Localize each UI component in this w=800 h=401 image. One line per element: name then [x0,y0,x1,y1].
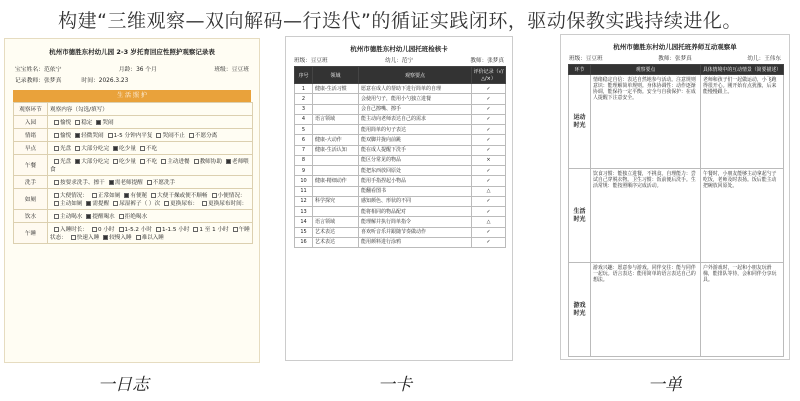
option-label: 1 至 1 小时 [199,227,229,233]
table-row [295,227,506,237]
row-point: 会使用勺子，能用小勺独立进餐 [359,94,472,104]
row-mark: × [472,155,506,165]
row-label: 入园 [14,116,48,129]
row-mark: ✓ [472,176,506,186]
row-domain [313,155,359,165]
row-number: 4 [295,114,313,124]
option-label: 1-1.5 小时 [161,227,190,233]
table-row [14,116,253,129]
column-header: 具体情境中的互动情景（简要描述） [701,65,784,75]
option-label: 大便情况： [60,193,88,199]
row-options [48,176,253,189]
row-number: 6 [295,135,313,145]
checkbox-icon[interactable] [140,146,145,151]
table-row [569,169,784,263]
option-label: 1-5.2 小时 [124,227,152,233]
row-description: 老师和孩子们一起做运动，小飞跑得很开心。刚开始有点犹豫，后来能慢慢跟上。 [701,75,784,169]
checkbox-icon[interactable] [156,227,161,232]
table-row [14,223,253,244]
option-label: 午睡状态： [50,227,250,241]
option-label: 不愿分离 [194,133,218,139]
option-label: 哭闹 [102,120,114,126]
row-label: 如厕 [14,189,48,210]
row-mark: ✓ [472,237,506,247]
row-mark: ✓ [472,125,506,135]
row-mark: ✓ [472,145,506,155]
row-point: 能用手指捏起小物品 [359,176,472,186]
row-number: 7 [295,145,313,155]
option-label: 拒绝喝水 [124,214,148,220]
checked-box-icon[interactable] [113,146,118,151]
caption-diary: 一日志 [98,375,149,395]
slide-title: 构建“三维观察—双向解码—行迭代”的循证实践闭环，驱动保教实践持续进化。 [58,10,742,32]
table-row [14,176,253,189]
checkbox-icon[interactable] [54,214,59,219]
option-label: 按要求洗手、擦干 [60,180,105,186]
checkbox-icon[interactable] [75,120,80,125]
row-domain [313,207,359,217]
checkbox-icon[interactable] [71,235,76,240]
table-row [295,155,506,165]
option-label: 小便情况： [217,193,246,199]
record-date: 时间：2026.3.23 [81,78,129,84]
option-label: 大部分吃完 [81,146,110,152]
checkbox-icon[interactable] [54,180,59,185]
checklist-card [285,36,513,361]
table-row [295,196,506,206]
row-domain [313,166,359,176]
row-label: 饮水 [14,210,48,223]
child-age: 月龄：36 个月 [118,67,157,73]
row-domain [313,125,359,135]
checkbox-icon[interactable] [156,133,161,138]
table-row [569,263,784,357]
diary-info-2 [5,75,259,84]
row-number: 13 [295,207,313,217]
column-header: 领域 [313,67,359,84]
checkbox-icon[interactable] [92,227,97,232]
option-label: 愉悦 [60,120,72,126]
checkbox-icon[interactable] [113,159,118,164]
row-options [48,116,253,129]
checked-box-icon[interactable] [75,159,80,164]
row-domain: 语言领域 [313,114,359,124]
checked-box-icon[interactable] [96,120,101,125]
row-number: 14 [295,217,313,227]
row-options [48,129,253,142]
row-point: 能区分常见的物品 [359,155,472,165]
option-label: 稳定 [81,120,93,126]
option-label: 哭闹不止 [162,133,185,139]
option-label: 光盘 [60,146,72,152]
table-row [295,217,506,227]
row-domain [313,104,359,114]
row-description: 午餐时，小朋友能够主动拿起勺子吃饭，老师及时表扬。饭后能主动把碗放回原处。 [701,169,784,263]
row-number: 9 [295,166,313,176]
row-number: 2 [295,94,313,104]
option-label: 更换尿布时间： [208,201,248,207]
row-number: 11 [295,186,313,196]
checkbox-icon[interactable] [54,193,59,198]
checkbox-icon[interactable] [54,120,59,125]
checkbox-icon[interactable] [113,201,118,206]
row-mark: ✓ [472,166,506,176]
checkbox-icon[interactable] [202,201,207,206]
table-row [295,145,506,155]
option-label: 正常如厕 [97,193,121,199]
checked-box-icon[interactable] [86,201,91,206]
table-row [14,155,253,176]
row-number: 5 [295,125,313,135]
table-row [295,125,506,135]
row-point: 愿意在成人的帮助下进行简单的自理 [359,84,472,94]
table-row [295,114,506,124]
checked-box-icon[interactable] [103,235,108,240]
header-cell: 观察环节 [14,103,48,116]
table-row [14,210,253,223]
checkbox-icon[interactable] [54,201,59,206]
checked-box-icon[interactable] [124,193,129,198]
diary-table [13,102,253,244]
row-number: 15 [295,227,313,237]
row-notes: 饮食习惯：能独立进餐，不挑食。自理能力：尝试自己穿脱衣物。卫生习惯：饭前便后洗手。生活常规：能按照顺序完成活动。 [591,169,701,263]
table-row [295,186,506,196]
row-period: 运动时光 [569,75,591,169]
row-mark: ✓ [472,135,506,145]
row-mark: △ [472,217,506,227]
row-domain [313,94,359,104]
checkbox-icon[interactable] [54,133,59,138]
checkbox-icon[interactable] [164,201,169,206]
row-notes: 游戏兴趣：愿意参与游戏。同伴交往：能与同伴一起玩。语言表达：能用简单的语言表达自己的想法。 [591,263,701,357]
table-header-row [14,103,253,116]
option-label: 主动如厕 [60,201,83,207]
child-name: 宝宝姓名：范依宁 [15,67,62,73]
option-label: 难以入睡 [141,235,164,241]
recorder: 记录教师：张梦真 [15,78,62,84]
row-options [48,210,253,223]
row-domain: 语言领域 [313,217,359,227]
row-label: 早点 [14,142,48,155]
column-header: 序号 [295,67,313,84]
row-domain: 健康-生活习惯 [313,84,359,94]
row-mark: ✓ [472,196,506,206]
table-row [14,129,253,142]
checked-box-icon[interactable] [109,180,114,185]
row-description: 户外游戏时，一起和小朋友玩滑梯，能排队等待，会和同伴分享玩具。 [701,263,784,357]
checkbox-icon[interactable] [108,133,113,138]
table-row [295,94,506,104]
row-mark: △ [472,186,506,196]
option-label: 1-5 分钟内平复 [113,133,153,139]
sheet-title: 杭州市德胜东村幼儿园托班养师互动观察单 [613,43,737,51]
table-row [295,104,506,114]
sheet-child: 幼儿：王伟东 [747,56,781,62]
column-header: 环节 [569,65,591,75]
interaction-sheet [560,34,790,360]
caption-card: 一卡 [378,375,412,395]
checkbox-icon[interactable] [54,227,59,232]
row-mark: ✓ [472,104,506,114]
row-domain: 艺术表达 [313,227,359,237]
checkbox-icon[interactable] [161,159,166,164]
table-row [295,207,506,217]
option-label: 入睡时长： [60,227,88,233]
table-row [295,84,506,94]
option-label: 快速入睡 [76,235,100,241]
sheet-meta [561,54,789,62]
table-row [295,237,506,247]
column-header: 观察要点 [591,65,701,75]
table-row [295,135,506,145]
option-label: 主动进餐 [167,159,190,165]
card-title: 杭州市德胜东村幼儿园托班检核卡 [350,45,448,53]
row-point: 能理解并执行简单指令 [359,217,472,227]
sheet-class: 班级：豆豆班 [569,56,603,62]
option-label: 教师协助 [199,159,222,165]
checkbox-icon[interactable] [151,193,156,198]
row-number: 8 [295,155,313,165]
row-point: 能翻看图书 [359,186,472,196]
card-table [294,66,506,248]
caption-sheet: 一单 [648,375,682,395]
diary-title: 杭州市德胜东村幼儿园 2-3 岁托育回应性照护观察记录表 [49,48,215,56]
diary-info [5,64,259,73]
row-notes: 情绪稳定自信：表达自然地参与活动。注意规则意识：能理解简单规则。身体协调性：动作逐渐协调，能保持一定平衡。安全与自我保护：在成人提醒下注意安全。 [591,75,701,169]
table-row [295,176,506,186]
checkbox-icon[interactable] [54,146,59,151]
row-point: 喜欢听音乐并跟随节奏做动作 [359,227,472,237]
option-label: 轻微哭闹 [81,133,104,139]
row-number: 12 [295,196,313,206]
row-number: 3 [295,104,313,114]
row-options [48,155,253,176]
option-label: 0 小时 [97,227,115,233]
row-options [48,189,253,210]
checked-box-icon[interactable] [226,159,231,164]
header-cell: 观察内容（勾选/填写） [48,103,253,116]
row-domain: 健康-生活认知 [313,145,359,155]
checkbox-icon[interactable] [189,133,194,138]
option-label: 主动喝水 [60,214,83,220]
row-number: 10 [295,176,313,186]
option-label: 不吃 [145,159,158,165]
card-teacher: 教师：张梦真 [470,58,504,64]
option-label: 不吃 [145,146,158,152]
option-label: 需老师提醒 [114,180,143,186]
option-label: 需提醒 [92,201,110,207]
checkbox-icon[interactable] [233,227,238,232]
section-bar: 生 活 照 护 [13,90,251,102]
option-label: 较慢入睡 [109,235,132,241]
row-point: 能将相同的物品配对 [359,207,472,217]
row-label: 午餐 [14,155,48,176]
option-label: 提醒喝水 [92,214,115,220]
row-point: 能在成人提醒下洗手 [359,145,472,155]
checkbox-icon[interactable] [136,235,141,240]
row-mark: ✓ [472,84,506,94]
option-label: 有便秘 [130,193,148,199]
row-label: 情绪 [14,129,48,142]
row-domain: 健康-大动作 [313,135,359,145]
table-row [295,166,506,176]
checkbox-icon[interactable] [75,146,80,151]
option-label: 老师喂食 [50,159,249,173]
option-label: 尿湿裤子（ ）次 [119,201,161,207]
row-mark: ✓ [472,227,506,237]
table-row [14,142,253,155]
card-meta [286,56,512,64]
observation-diary [4,38,260,363]
sheet-teacher: 教师：张梦真 [658,56,692,62]
sheet-table [568,64,784,357]
row-point: 能双脚并拢向前跳 [359,135,472,145]
option-label: 大便干燥或便不顺畅 [157,193,208,199]
card-class: 班级：豆豆班 [294,58,328,64]
row-domain: 健康-精细动作 [313,176,359,186]
table-row [569,75,784,169]
row-point: 能用颜料进行涂鸦 [359,237,472,247]
row-period: 游戏时光 [569,263,591,357]
checked-box-icon[interactable] [75,133,80,138]
row-point: 感知颜色、形状的不同 [359,196,472,206]
row-domain: 艺术表达 [313,237,359,247]
row-point: 能用简单的句子表达 [359,125,472,135]
checkbox-icon[interactable] [92,193,97,198]
column-header: 观察要点 [359,67,472,84]
row-point: 能把东西放回原处 [359,166,472,176]
row-mark: ✓ [472,94,506,104]
checkbox-icon[interactable] [140,159,145,164]
row-mark: ✓ [472,207,506,217]
option-label: 不愿洗手 [152,180,176,186]
row-domain [313,186,359,196]
option-label: 吃少量 [119,159,136,165]
option-label: 吃少量 [119,146,136,152]
class-name: 班级：豆豆班 [214,67,249,73]
row-number: 1 [295,84,313,94]
checkbox-icon[interactable] [54,159,59,164]
option-label: 愉悦 [60,133,72,139]
row-options [48,142,253,155]
row-point: 会自己擦嘴、擦手 [359,104,472,114]
row-options [48,223,253,244]
checkbox-icon[interactable] [193,227,198,232]
table-row [14,189,253,210]
checkbox-icon[interactable] [119,214,124,219]
column-header: 评价记录（√/△/×） [472,67,506,84]
option-label: 光盘 [60,159,72,165]
row-label: 午睡 [14,223,48,244]
row-point: 能主动向老师表达自己的需求 [359,114,472,124]
checkbox-icon[interactable] [212,193,217,198]
row-label: 洗手 [14,176,48,189]
row-domain: 科学探究 [313,196,359,206]
option-label: 大部分吃完 [81,159,110,165]
row-period: 生活时光 [569,169,591,263]
option-label: 更换尿布： [170,201,199,207]
checkbox-icon[interactable] [119,227,124,232]
checkbox-icon[interactable] [147,180,152,185]
row-mark: ✓ [472,114,506,124]
checked-box-icon[interactable] [86,214,91,219]
row-number: 16 [295,237,313,247]
checkbox-icon[interactable] [194,159,199,164]
card-child: 幼儿：范宁 [385,58,413,64]
